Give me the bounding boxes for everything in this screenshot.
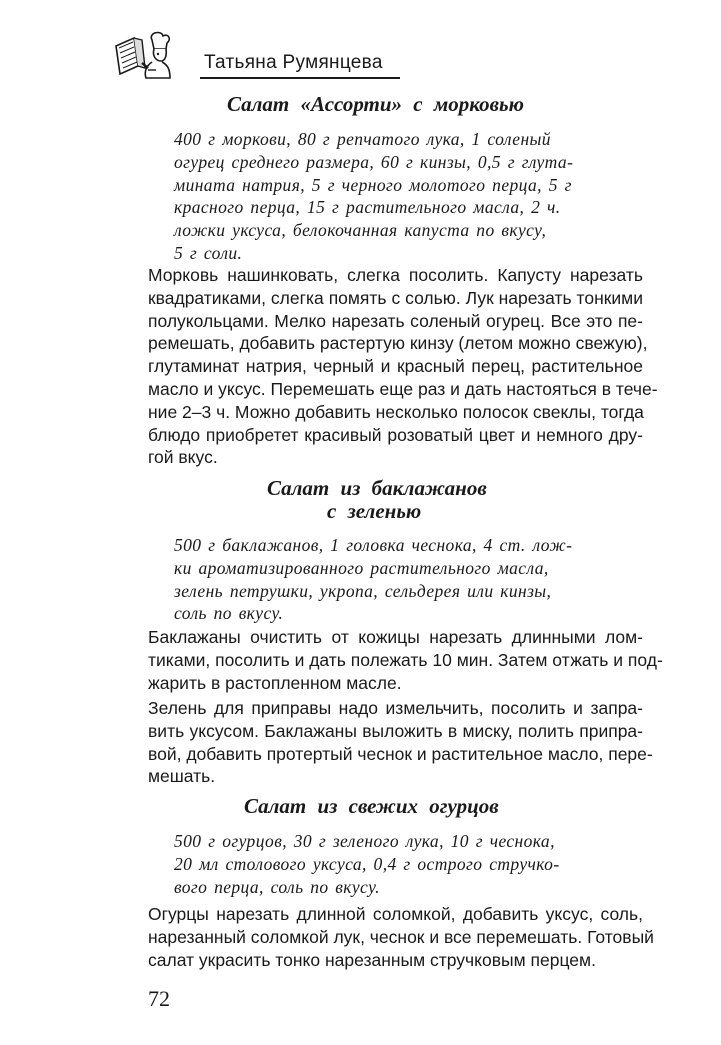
recipe-title: Салат «Ассорти» с морковью	[227, 92, 524, 116]
method-line: Баклажаны очистить от кожицы нарезать длинными лом-	[148, 627, 643, 647]
recipe-title: Салат из баклажанов	[267, 476, 487, 500]
ingredients-line: 500 г баклажанов, 1 головка чеснока, 4 ст. лож-	[174, 535, 573, 555]
page-number: 72	[148, 986, 170, 1011]
method-line: вить уксусом. Баклажаны выложить в миску, полить припра-	[148, 720, 643, 741]
method-line: Огурцы нарезать длинной соломкой, добавить уксус, соль,	[148, 904, 643, 924]
method-line: ние 2–3 ч. Можно добавить несколько полосок свеклы, тогда	[148, 401, 644, 422]
method-paragraph	[148, 903, 654, 971]
method-line: Морковь нашинковать, слегка посолить. Капусту нарезать	[148, 265, 643, 285]
running-header	[112, 30, 402, 82]
ingredients-list	[174, 128, 573, 265]
ingredients-line: 500 г огурцов, 30 г зеленого лука, 10 г чеснока,	[174, 831, 555, 851]
method-line: квадратиками, слегка помять с солью. Лук нарезать тонкими	[148, 287, 643, 308]
ingredients-line: 400 г моркови, 80 г репчатого лука, 1 соленый	[174, 129, 551, 149]
header-rule	[200, 77, 400, 79]
ingredients-list	[174, 830, 560, 898]
method-line: ремешать, добавить растертую кинзу (летом можно свежую),	[148, 333, 648, 354]
method-line: нарезанный соломкой лук, чеснок и все перемешать. Готовый	[148, 926, 654, 947]
ingredients-line: зелень петрушки, укропа, сельдерея или кинзы,	[174, 580, 552, 601]
method-line: масло и уксус. Перемешать еще раз и дать настояться в тече-	[148, 378, 658, 399]
ingredients-line: соль по вкусу.	[174, 603, 284, 624]
method-line: жарить в растопленном масле.	[148, 672, 402, 693]
ingredients-line: ложки уксуса, белокочанная капуста по вкусу,	[174, 220, 547, 241]
ingredients-list	[174, 534, 572, 625]
method-line: глутаминат натрия, черный и красный перец, растительное	[148, 356, 643, 377]
method-paragraph	[148, 697, 653, 788]
method-line: гой вкус.	[148, 447, 218, 468]
method-line: Зелень для приправы надо измельчить, посолить и запра-	[148, 698, 643, 718]
ingredients-line: огурец среднего размера, 60 г кинзы, 0,5 г глута-	[174, 151, 574, 172]
method-line: тиками, посолить и дать полежать 10 мин. Затем отжать и под-	[148, 649, 663, 670]
method-line: мешать.	[148, 766, 216, 787]
author-name: Татьяна Румянцева	[204, 52, 383, 73]
chef-reading-book-icon	[112, 30, 174, 80]
ingredients-line: 5 г соли.	[174, 242, 243, 263]
method-paragraph	[148, 264, 658, 469]
ingredients-line: мината натрия, 5 г черного молотого перца, 5 г	[174, 174, 572, 195]
method-line: полукольцами. Мелко нарезать соленый огурец. Все это пе-	[148, 310, 643, 331]
method-line: блюдо приобретет красивый розоватый цвет и немного дру-	[148, 424, 643, 445]
method-line: салат украсить тонко нарезанным стручковым перцем.	[148, 949, 596, 970]
recipe-title-continued: с зеленью	[327, 499, 422, 523]
method-paragraph	[148, 626, 663, 694]
ingredients-line: 20 мл столового уксуса, 0,4 г острого стручко-	[174, 853, 560, 874]
recipe-title: Салат из свежих огурцов	[244, 794, 499, 818]
ingredients-line: красного перца, 15 г растительного масла, 2 ч.	[174, 197, 561, 218]
ingredients-line: ки ароматизированного растительного масла,	[174, 557, 549, 578]
method-line: вой, добавить протертый чеснок и растительное масло, пере-	[148, 743, 653, 764]
ingredients-line: вого перца, соль по вкусу.	[174, 876, 380, 897]
